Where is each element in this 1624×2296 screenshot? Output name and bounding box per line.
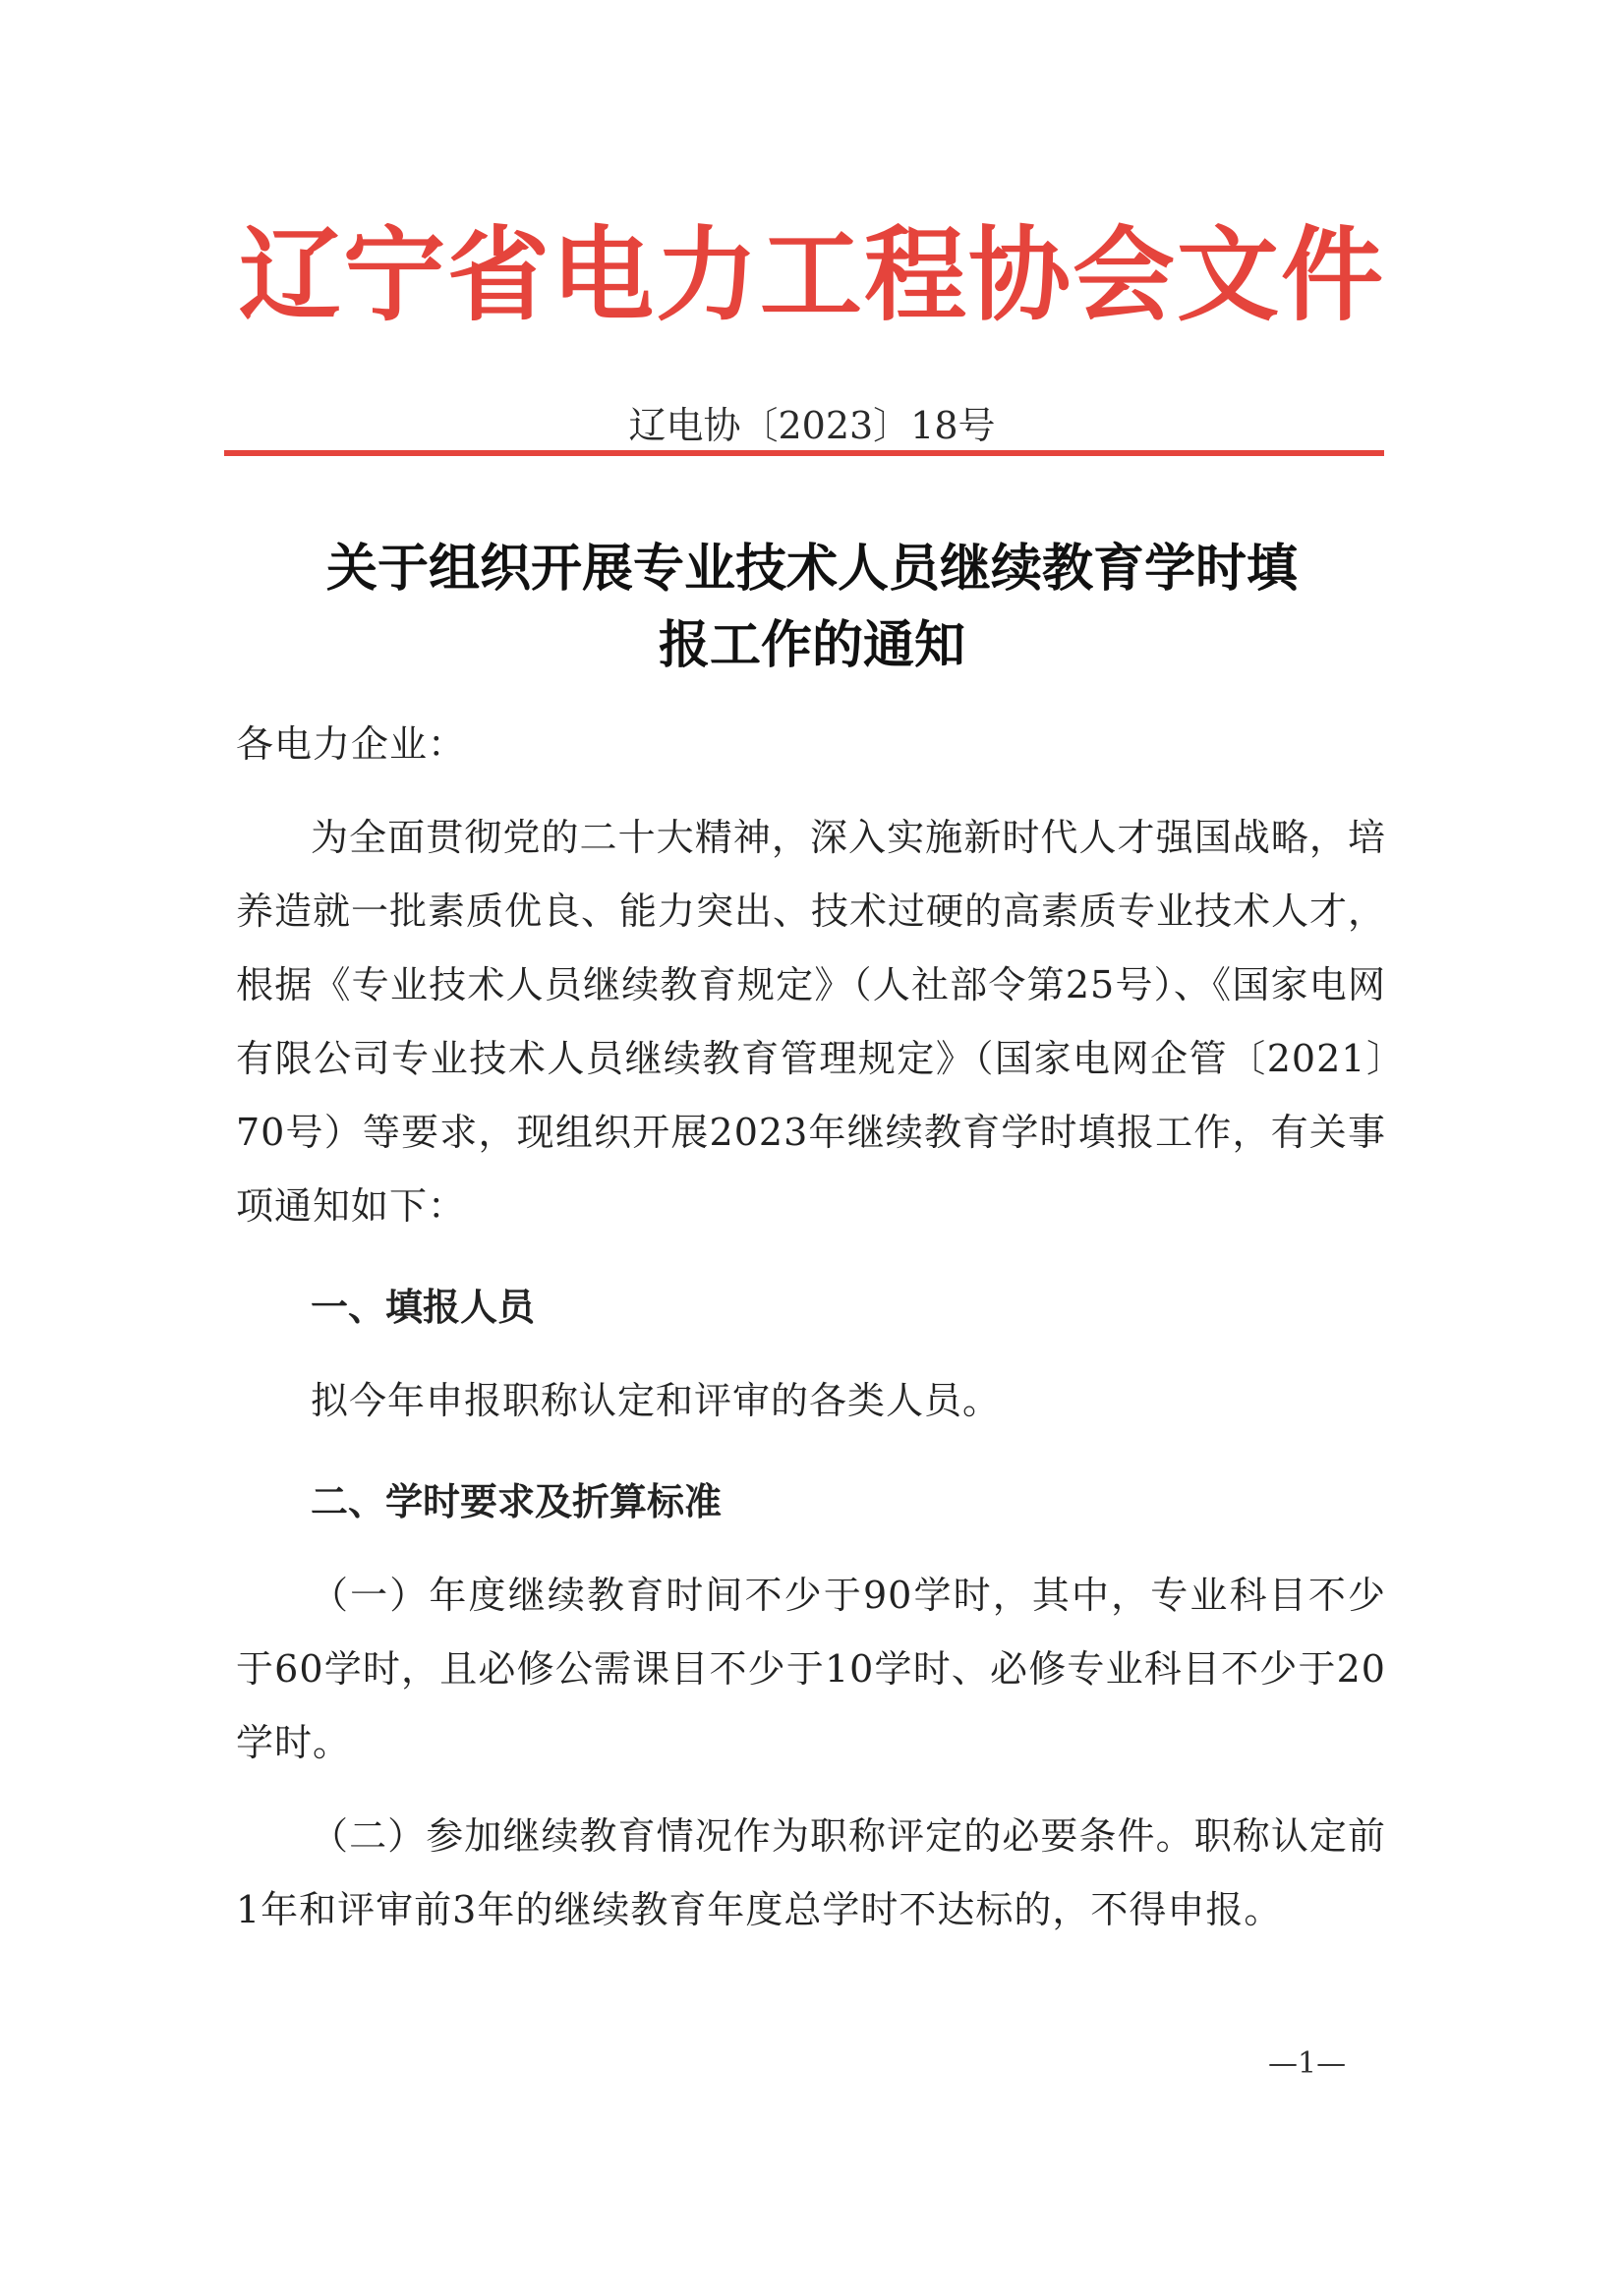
section-heading-2: 二、学时要求及折算标准: [311, 1480, 723, 1523]
document-number: 辽电协〔2023〕18号: [628, 404, 996, 447]
section-1-paragraph: 拟今年申报职称认定和评审的各类人员。: [311, 1379, 1002, 1422]
masthead-title: 辽宁省电力工程协会文件: [238, 215, 1385, 335]
notice-title-line-1: 关于组织开展专业技术人员继续教育学时填: [325, 540, 1298, 599]
red-divider-line: [224, 450, 1384, 456]
intro-paragraph: 为全面贯彻党的二十大精神，深入实施新时代人才强国战略，培养造就一批素质优良、能力突出、技术过硬的高素质专业技术人才，根据《专业技术人员继续教育规定》（人社部令第25号）、《国家电网有限公司专业技术人员继续教育管理规定》（国家电网企管〔2021〕70号）等要求，现组织开展2023年继续教育学时填报工作，有关事项通知如下：: [236, 816, 1387, 1228]
section-2-item-1: （一）年度继续教育时间不少于90学时，其中，专业科目不少于60学时，且必修公需课目不少于10学时、必修专业科目不少于20学时。: [236, 1574, 1386, 1764]
notice-body: [236, 708, 1386, 1947]
section-2-item-2: （二）参加继续教育情况作为职称评定的必要条件。职称认定前1年和评审前3年的继续教育年度总学时不达标的，不得申报。: [236, 1814, 1386, 1931]
section-heading-1: 一、填报人员: [311, 1286, 536, 1329]
notice-title: [177, 531, 1447, 684]
salutation: 各电力企业：: [236, 722, 467, 766]
notice-title-line-2: 报工作的通知: [658, 616, 965, 675]
page-number: —1—: [1268, 2046, 1347, 2081]
